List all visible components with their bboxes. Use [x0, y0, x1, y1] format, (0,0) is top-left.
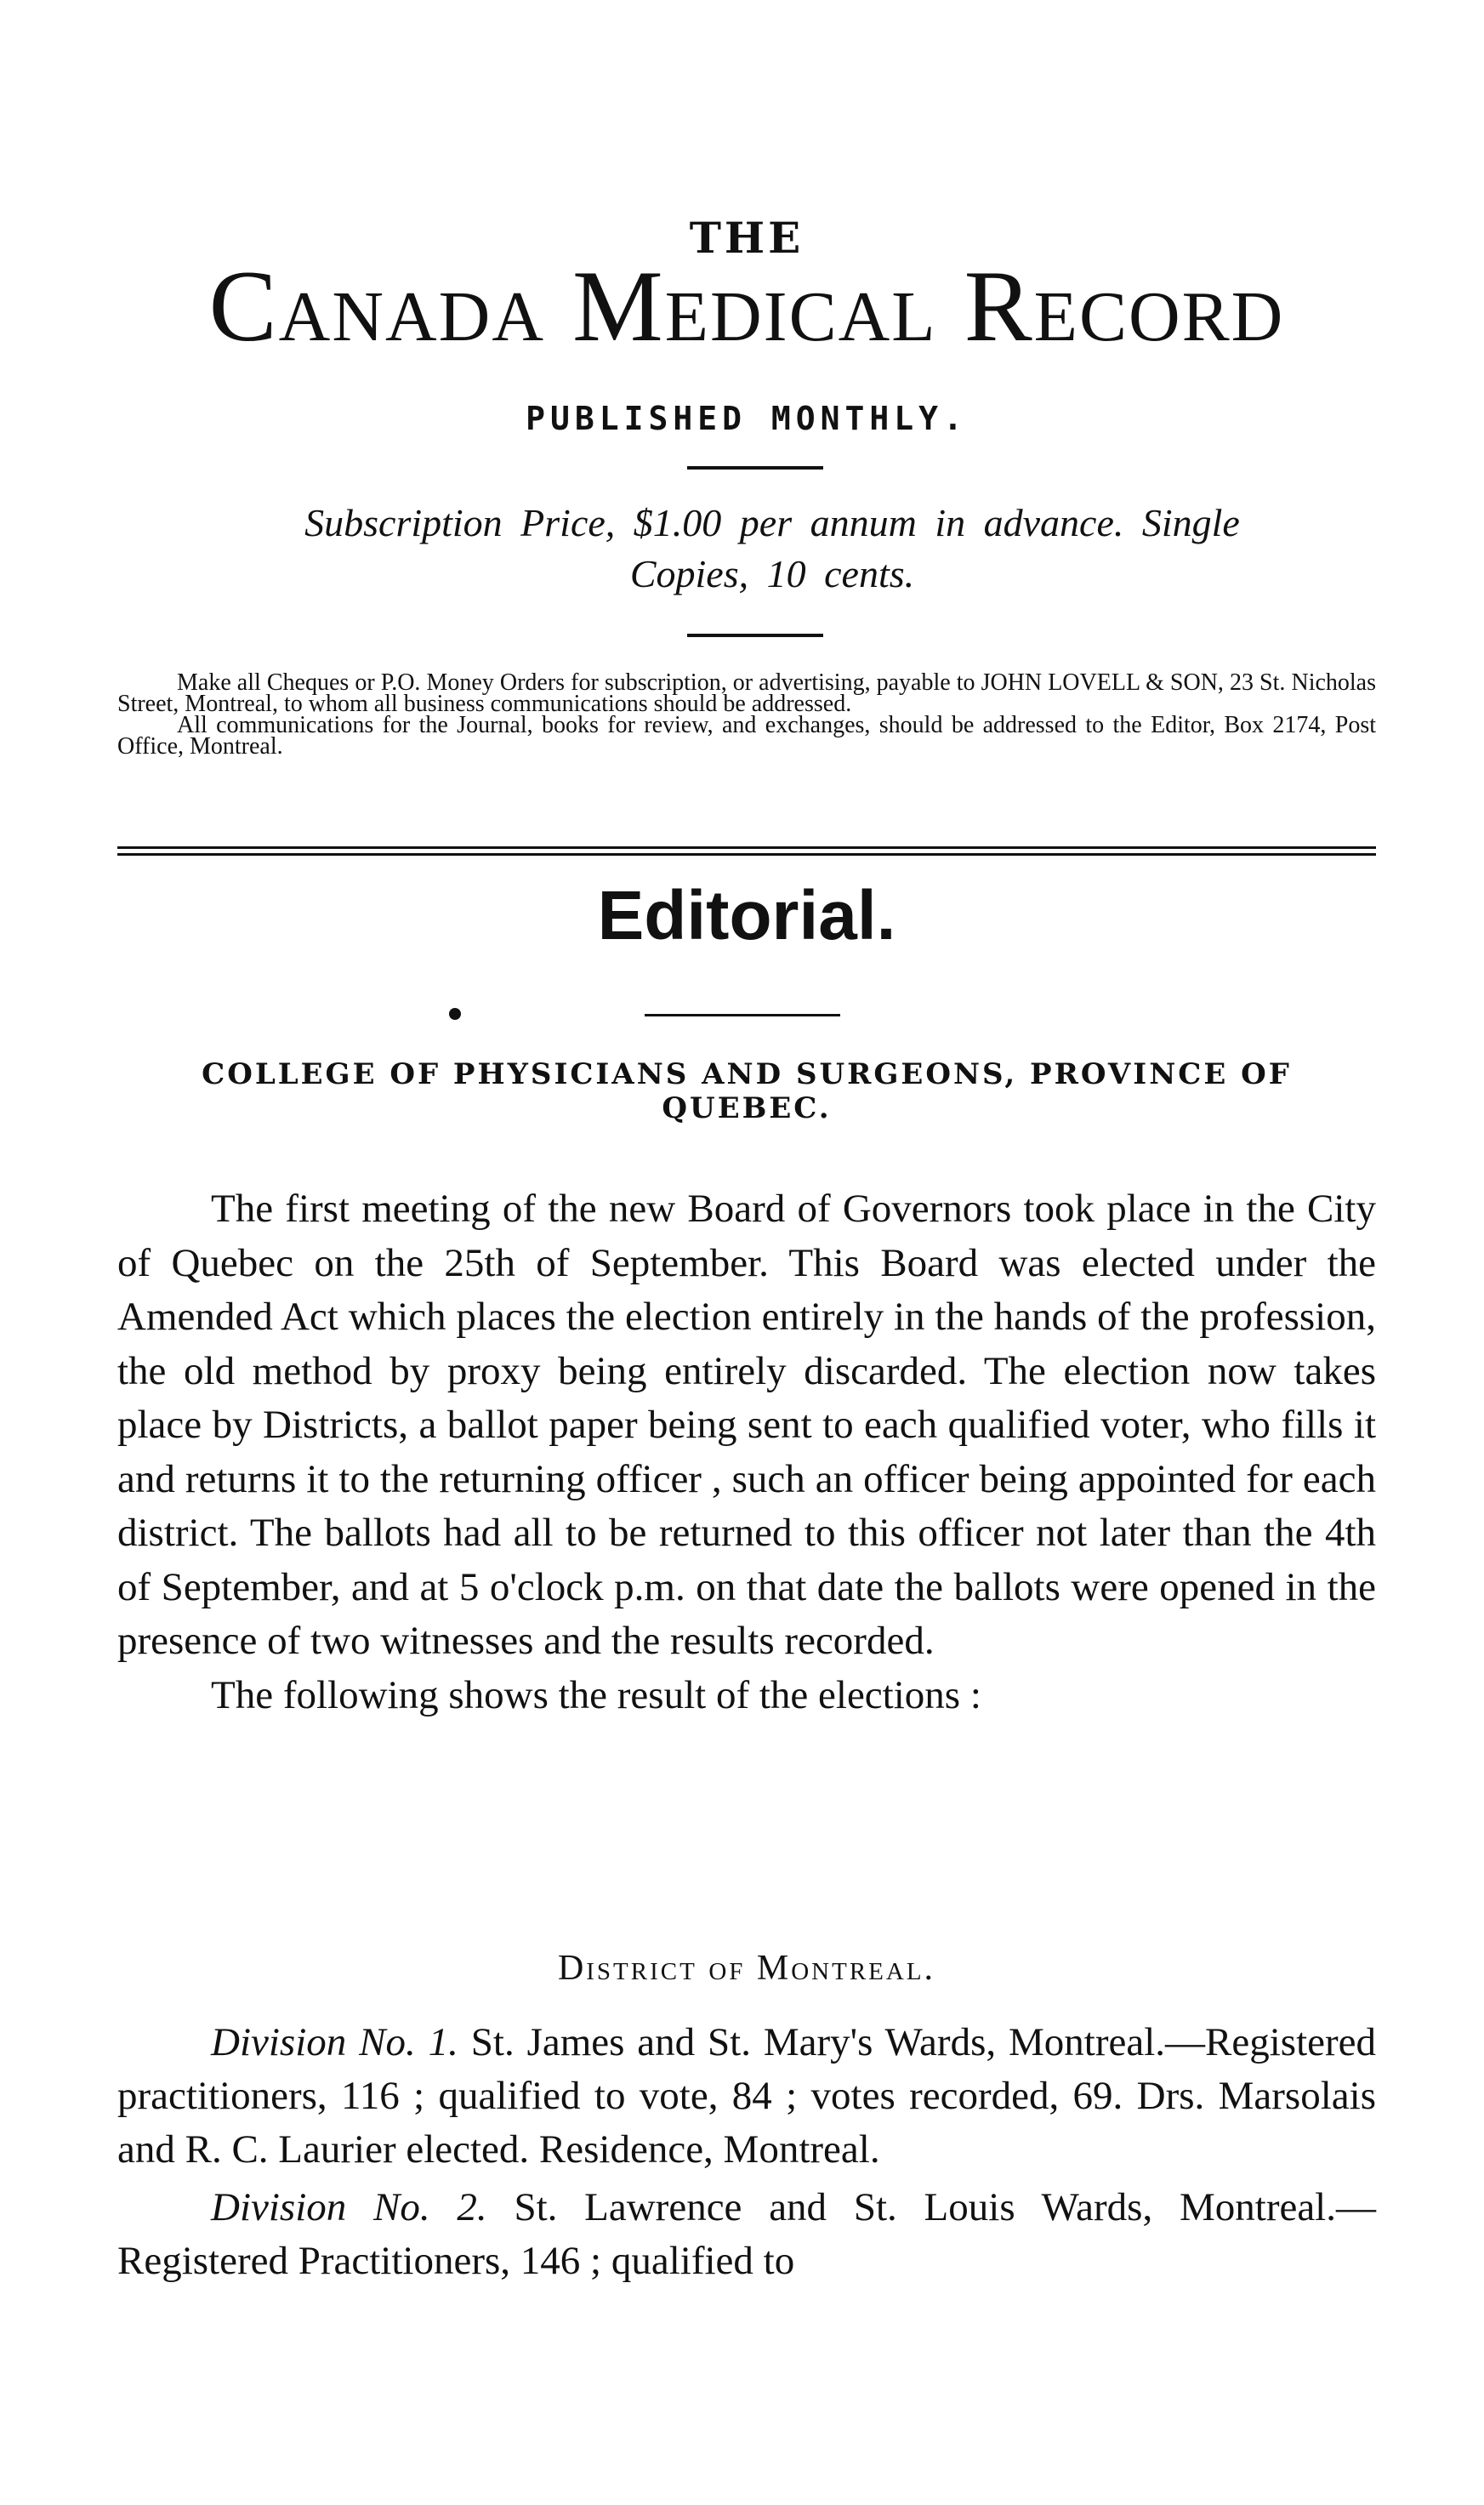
- divider-rule: [687, 634, 823, 637]
- ornament-dot: [449, 1008, 461, 1020]
- division-entry: [117, 2181, 1376, 2288]
- journal-title: Canada Medical Record: [208, 249, 1285, 362]
- division-text: St. Lawrence and St. Louis Wards, Montreal.—Registered Practitioners, 146 ; qualified to: [117, 2185, 1376, 2283]
- division-text: St. James and St. Mary's Wards, Montreal.—Registered practitioners, 116 ; qualified to vote, 84 ; votes recorded, 69. Drs. Marsolais and R. C. Laurier elected. Residence, Montreal.: [117, 2020, 1376, 2172]
- subscription-info: [168, 498, 1376, 600]
- double-rule-top: [117, 846, 1376, 849]
- division-results: [117, 2016, 1376, 2292]
- article-heading: COLLEGE OF PHYSICIANS AND SURGEONS, PROVINCE OF QUEBEC.: [202, 1057, 1292, 1125]
- notice-payment: Make all Cheques or P.O. Money Orders for subscription, or advertising, payable to JOHN LOVELL & SON, 23 St. Nicholas Street, Montreal, to whom all business communications should be addressed.: [117, 669, 1376, 717]
- double-rule-bottom: [117, 853, 1376, 856]
- division-label: Division No. 1.: [211, 2020, 458, 2064]
- subscription-line-1: Subscription Price, $1.00 per annum in advance. Single: [304, 501, 1240, 544]
- section-title: Editorial.: [597, 877, 896, 954]
- article-paragraph: The first meeting of the new Board of Governors took place in the City of Quebec on the 25th of September. This Board was elected under the Amended Act which places the election entirely in the hands of the profession, the old method by proxy being entirely discarded. The election now takes place by Districts, a ballot paper being sent to each qualified voter, who fills it and returns it to the returning officer , such an officer being appointed for each district. The ballots had all to be returned to this officer not later than the 4th of September, and at 5 o'clock p.m. on that date the ballots were opened in the presence of two witnesses and the results recorded.: [117, 1187, 1376, 1663]
- divider-rule: [645, 1014, 840, 1016]
- article-paragraph: The following shows the result of the elections :: [211, 1672, 981, 1717]
- division-entry: [117, 2016, 1376, 2177]
- district-heading: District of Montreal.: [557, 1949, 936, 1988]
- division-label: Division No. 2.: [211, 2185, 487, 2229]
- publication-frequency: PUBLISHED MONTHLY.: [526, 400, 968, 437]
- subscription-line-2: Copies, 10 cents.: [629, 552, 915, 595]
- article-body: [117, 1182, 1376, 1722]
- publisher-notice: [117, 669, 1376, 760]
- divider-rule: [687, 466, 823, 470]
- notice-communications: All communications for the Journal, books for review, and exchanges, should be addressed to the Editor, Box 2174, Post Office, Montreal.: [117, 712, 1376, 760]
- masthead-the: THE: [689, 213, 805, 263]
